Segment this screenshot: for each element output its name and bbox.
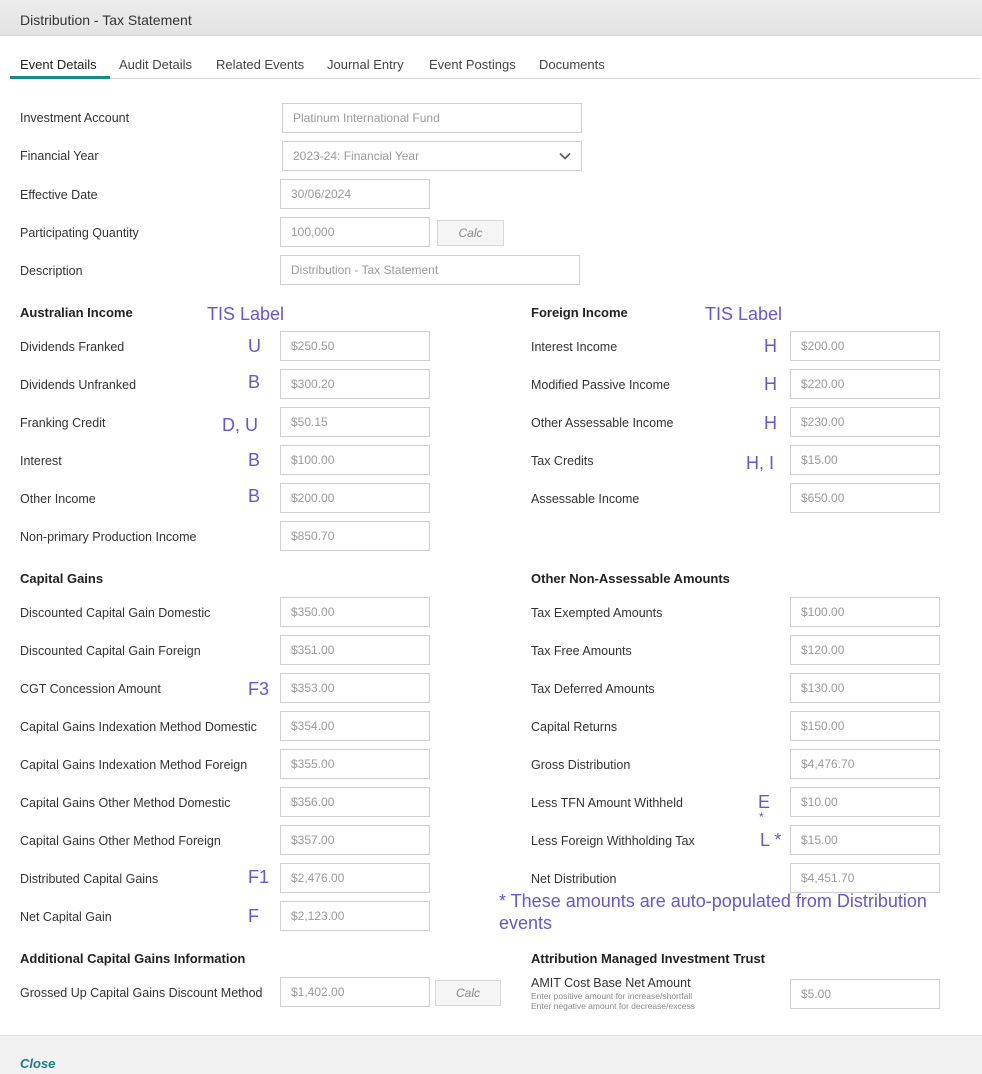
tax-free-field[interactable]: $120.00	[790, 635, 940, 665]
financial-year-label: Financial Year	[20, 149, 99, 163]
modified-passive-income-label: Modified Passive Income	[531, 378, 670, 392]
interest-label: Interest	[20, 454, 62, 468]
discounted-cg-domestic-field[interactable]: $350.00	[280, 597, 430, 627]
financial-year-select[interactable]	[282, 141, 582, 171]
modified-passive-income-field[interactable]: $220.00	[790, 369, 940, 399]
tab-related-events[interactable]: Related Events	[216, 57, 305, 72]
capital-returns-label: Capital Returns	[531, 720, 618, 734]
interest-income-field[interactable]: $200.00	[790, 331, 940, 361]
dividends-unfranked-label: Dividends Unfranked	[20, 378, 137, 392]
foreign-income-heading: Foreign Income	[531, 305, 628, 320]
grossed-up-cg-label: Grossed Up Capital Gains Discount Method	[20, 986, 263, 1000]
tax-deferred-field[interactable]: $130.00	[790, 673, 940, 703]
participating-quantity-label: Participating Quantity	[20, 226, 139, 240]
cgt-concession-tis: F3	[248, 679, 270, 699]
grossed-up-calc-button[interactable]: Calc	[435, 980, 501, 1006]
amit-cost-base-field[interactable]: $5.00	[790, 979, 940, 1009]
investment-account-label: Investment Account	[20, 111, 130, 125]
interest-income-tis: H	[764, 336, 777, 356]
net-capital-gain-label: Net Capital Gain	[20, 910, 112, 924]
net-distribution-label: Net Distribution	[531, 872, 617, 886]
australian-income-heading: Australian Income	[20, 305, 133, 320]
tab-documents[interactable]: Documents	[539, 57, 605, 72]
discounted-cg-domestic-label: Discounted Capital Gain Domestic	[20, 606, 211, 620]
less-tfn-field[interactable]: $10.00	[790, 787, 940, 817]
amit-cost-base-label: AMIT Cost Base Net Amount	[531, 976, 691, 990]
other-income-field[interactable]: $200.00	[280, 483, 430, 513]
franking-credit-field[interactable]: $50.15	[280, 407, 430, 437]
capital-gains-heading: Capital Gains	[20, 571, 104, 586]
discounted-cg-foreign-field[interactable]: $351.00	[280, 635, 430, 665]
other-assessable-income-tis: H	[764, 413, 777, 433]
amit-hint-increase: Enter positive amount for increase/shortfall	[531, 991, 693, 1001]
gross-distribution-label: Gross Distribution	[531, 758, 631, 772]
dividends-unfranked-tis: B	[248, 372, 261, 392]
cg-indexation-domestic-field[interactable]: $354.00	[280, 711, 430, 741]
tab-event-details[interactable]: Event Details	[20, 57, 97, 72]
distributed-cg-tis: F1	[248, 867, 270, 887]
quantity-calc-button[interactable]: Calc	[437, 220, 504, 246]
distributed-cg-field[interactable]: $2,476.00	[280, 863, 430, 893]
other-non-assessable-heading: Other Non-Assessable Amounts	[531, 571, 730, 586]
non-primary-production-income-field[interactable]: $850.70	[280, 521, 430, 551]
discounted-cg-foreign-label: Discounted Capital Gain Foreign	[20, 644, 201, 658]
chevron-down-icon	[559, 150, 571, 162]
dividends-franked-tis: U	[248, 336, 261, 356]
tab-bar	[10, 48, 980, 79]
modified-passive-income-tis: H	[764, 374, 777, 394]
less-tfn-label: Less TFN Amount Withheld	[531, 796, 683, 810]
description-label: Description	[20, 264, 83, 278]
interest-tis: B	[248, 450, 261, 470]
cg-other-foreign-label: Capital Gains Other Method Foreign	[20, 834, 221, 848]
cg-other-foreign-field[interactable]: $357.00	[280, 825, 430, 855]
other-assessable-income-field[interactable]: $230.00	[790, 407, 940, 437]
financial-year-value: 2023-24: Financial Year	[293, 149, 420, 163]
auto-populated-note: * These amounts are auto-populated from Distribution events	[499, 891, 927, 933]
tab-audit-details[interactable]: Audit Details	[119, 57, 192, 72]
less-tfn-tis: E	[758, 792, 771, 812]
tab-journal-entry[interactable]: Journal Entry	[327, 57, 404, 72]
description-field[interactable]: Distribution - Tax Statement	[280, 255, 580, 285]
effective-date-label: Effective Date	[20, 188, 98, 202]
participating-quantity-field[interactable]: 100,000	[280, 217, 430, 247]
tax-free-label: Tax Free Amounts	[531, 644, 632, 658]
tax-credits-tis: H, I	[746, 453, 775, 473]
net-capital-gain-tis: F	[248, 906, 259, 926]
less-foreign-withholding-field[interactable]: $15.00	[790, 825, 940, 855]
effective-date-field[interactable]: 30/06/2024	[280, 179, 430, 209]
assessable-income-field[interactable]: $650.00	[790, 483, 940, 513]
other-income-label: Other Income	[20, 492, 96, 506]
cg-indexation-foreign-field[interactable]: $355.00	[280, 749, 430, 779]
tax-exempted-label: Tax Exempted Amounts	[531, 606, 663, 620]
franking-credit-tis: D, U	[222, 415, 258, 435]
dialog-footer	[0, 1035, 982, 1074]
capital-returns-field[interactable]: $150.00	[790, 711, 940, 741]
dividends-unfranked-field[interactable]: $300.20	[280, 369, 430, 399]
assessable-income-label: Assessable Income	[531, 492, 640, 506]
tax-deferred-label: Tax Deferred Amounts	[531, 682, 655, 696]
close-link[interactable]: Close	[20, 1056, 56, 1071]
tax-credits-label: Tax Credits	[531, 454, 594, 468]
tax-exempted-field[interactable]: $100.00	[790, 597, 940, 627]
cg-indexation-domestic-label: Capital Gains Indexation Method Domestic	[20, 720, 257, 734]
amit-heading: Attribution Managed Investment Trust	[531, 951, 766, 966]
window-title: Distribution - Tax Statement	[20, 12, 192, 28]
foreign-tis-heading: TIS Label	[705, 304, 783, 324]
active-tab-indicator	[10, 76, 110, 79]
less-foreign-withholding-label: Less Foreign Withholding Tax	[531, 834, 695, 848]
tax-credits-field[interactable]: $15.00	[790, 445, 940, 475]
tab-event-postings[interactable]: Event Postings	[429, 57, 516, 72]
distributed-cg-label: Distributed Capital Gains	[20, 872, 159, 886]
cgt-concession-label: CGT Concession Amount	[20, 682, 161, 696]
other-income-tis: B	[248, 486, 261, 506]
window-titlebar	[0, 0, 982, 36]
other-assessable-income-label: Other Assessable Income	[531, 416, 674, 430]
cg-other-domestic-label: Capital Gains Other Method Domestic	[20, 796, 231, 810]
less-tfn-asterisk: *	[759, 810, 764, 824]
amit-hint-decrease: Enter negative amount for decrease/excess	[531, 1001, 695, 1011]
interest-income-label: Interest Income	[531, 340, 618, 354]
grossed-up-cg-field[interactable]: $1,402.00	[280, 977, 430, 1007]
non-primary-production-income-label: Non-primary Production Income	[20, 530, 197, 544]
additional-cg-heading: Additional Capital Gains Information	[20, 951, 246, 966]
net-capital-gain-field[interactable]: $2,123.00	[280, 901, 430, 931]
dividends-franked-field[interactable]: $250.50	[280, 331, 430, 361]
dividends-franked-label: Dividends Franked	[20, 340, 125, 354]
net-distribution-field[interactable]: $4,451.70	[790, 863, 940, 893]
australian-tis-heading: TIS Label	[207, 304, 285, 324]
interest-field[interactable]: $100.00	[280, 445, 430, 475]
less-foreign-withholding-tis: L *	[760, 830, 782, 850]
investment-account-field[interactable]: Platinum International Fund	[282, 103, 582, 133]
franking-credit-label: Franking Credit	[20, 416, 106, 430]
cgt-concession-field[interactable]: $353.00	[280, 673, 430, 703]
cg-indexation-foreign-label: Capital Gains Indexation Method Foreign	[20, 758, 248, 772]
gross-distribution-field[interactable]: $4,476.70	[790, 749, 940, 779]
cg-other-domestic-field[interactable]: $356.00	[280, 787, 430, 817]
